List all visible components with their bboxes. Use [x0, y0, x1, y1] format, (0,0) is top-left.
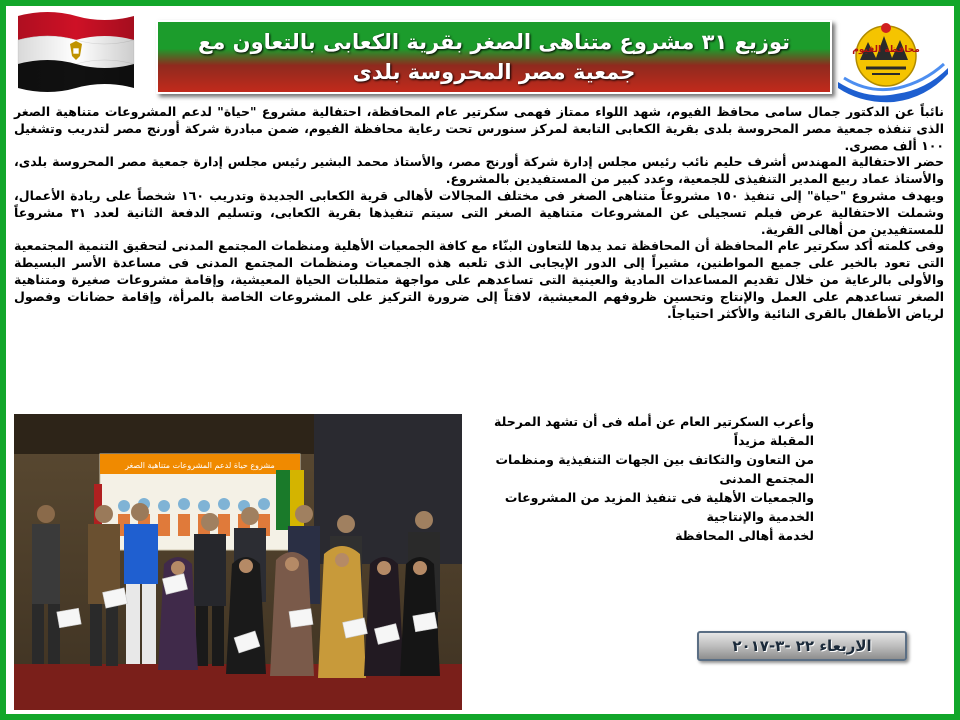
- article-paragraph: ويهدف مشروع "حياة" إلى تنفيذ ١٥٠ مشروعاً متناهى الصغر فى مختلف المجالات لأهالى قرية الكعابى الجديدة وتدريب ١٦٠ شخصاً على ريادة الأعمال، وشملت الاحتفالية عرض فيلم تسجيلى عن المشروعات متناهية الصغر التى سيتم تنفيذها بقرية الكعابى، وتسليم الدفعة الثانية لعدد ٣١ مشروعاً للمستفيدين من أهالى القرية.: [14, 187, 945, 237]
- fayoum-governorate-logo: [836, 12, 950, 104]
- event-photo: [14, 414, 462, 710]
- date-box: [697, 631, 907, 661]
- closing-line: وأعرب السكرتير العام عن أمله فى أن تشهد المرحلة المقبلة مزيداً: [494, 414, 814, 448]
- closing-paragraph: [468, 412, 814, 545]
- closing-line: والجمعيات الأهلية فى تنفيذ المزيد من المشروعات الخدمية والإنتاجية: [504, 490, 814, 524]
- article-date: الاربعاء ٢٢ -٣-٢٠١٧: [732, 637, 872, 655]
- svg-text:مشروع حياة لدعم المشروعات متنا: مشروع حياة لدعم المشروعات متناهية الصغر: [125, 461, 275, 470]
- article-paragraph: نائباً عن الدكتور جمال سامى محافظ الفيوم، شهد اللواء ممتاز فهمى سكرتير عام المحافظة، احتفالية مشروع "حياة" لدعم المشروعات متناهية الصغر الذى تنفذه جمعية مصر المحروسة بلدى بقرية الكعابى التابعة لمركز سنورس تحت رعاية محافظة الفيوم، ضمن مبادرة شركة أورنج مصر لتدريب وتشغيل ١٠٠ ألف مصرى.: [14, 104, 944, 153]
- svg-text:محافظة الفيوم: محافظة الفيوم: [852, 45, 920, 55]
- article-paragraph: حضر الاحتفالية المهندس أشرف حليم نائب رئيس مجلس إدارة شركة أورنج مصر، والأستاذ محمد البشير رئيس مجلس إدارة جمعية مصر المحروسة بلدى، والأستاذ عماد ربيع المدير التنفيذى للجمعية، وعدد كبير من المستفيدين بالمشروع.: [14, 154, 944, 187]
- closing-line: لخدمة أهالى المحافظة: [675, 528, 814, 543]
- article-paragraph: وفى كلمته أكد سكرتير عام المحافظة أن المحافظة تمد يدها للتعاون البنّاء مع كافة الجمعيات الأهلية ومنظمات المجتمع المدنى لتحقيق التنمية المجتمعية التى تعود بالخير على جميع المواطنين، مشيراً إلى الدور الإيجابى الذى تلعبه هذه الجمعيات ومنظمات المجتمع المدنى فى مساعدة الأسر البسيطة والأولى بالرعاية من خلال تقديم المساعدات المادية والعينية التى تساعدهم على مواجهة متطلبات الحياة المعيشية، وإقامة مشروعات صغيرة ومتناهية الصغر تساعدهم على العمل والإنتاج وتحسين ظروفهم المعيشية، لافتاً إلى ضرورة التركيز على المشروعات الخاصة بالمرأة، وإقامة حضانات وفصول لرياض الأطفال بالقرى النائية والأكثر احتياجاً.: [14, 238, 944, 321]
- article-body: [14, 104, 944, 322]
- headline-box: [156, 20, 832, 94]
- egypt-flag: [14, 8, 138, 94]
- headline: توزيع ٣١ مشروع متناهى الصغر بقرية الكعابى بالتعاون مع جمعية مصر المحروسة بلدى: [197, 30, 790, 84]
- closing-line: من التعاون والتكاتف بين الجهات التنفيذية ومنظمات المجتمع المدنى: [495, 452, 814, 486]
